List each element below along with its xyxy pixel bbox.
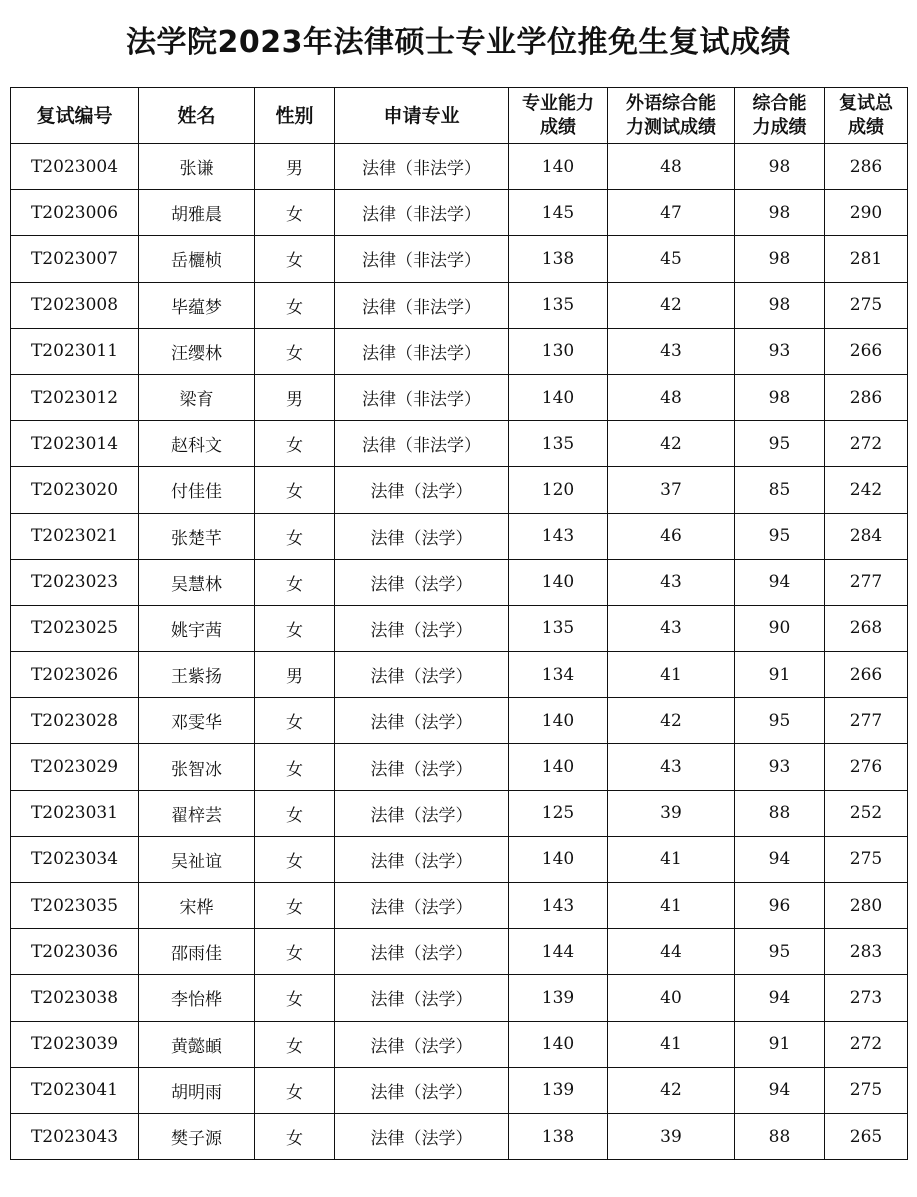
cell-id: T2023026 bbox=[11, 652, 139, 698]
header-line: 成绩 bbox=[848, 116, 884, 138]
cell-professional-score: 125 bbox=[509, 790, 608, 836]
cell-id: T2023014 bbox=[11, 421, 139, 467]
cell-gender: 女 bbox=[255, 698, 335, 744]
cell-id: T2023043 bbox=[11, 1113, 139, 1159]
table-row bbox=[11, 374, 908, 420]
cell-gender: 女 bbox=[255, 1067, 335, 1113]
table-row bbox=[11, 190, 908, 236]
cell-comprehensive-score: 85 bbox=[735, 467, 825, 513]
cell-foreign-language-score: 48 bbox=[608, 374, 735, 420]
cell-id: T2023004 bbox=[11, 144, 139, 190]
cell-id: T2023011 bbox=[11, 328, 139, 374]
cell-name: 赵科文 bbox=[139, 421, 255, 467]
cell-comprehensive-score: 91 bbox=[735, 1021, 825, 1067]
table-row bbox=[11, 883, 908, 929]
cell-name: 李怡桦 bbox=[139, 975, 255, 1021]
cell-foreign-language-score: 46 bbox=[608, 513, 735, 559]
cell-major: 法律（非法学） bbox=[335, 282, 509, 328]
cell-comprehensive-score: 98 bbox=[735, 144, 825, 190]
cell-comprehensive-score: 96 bbox=[735, 883, 825, 929]
cell-professional-score: 140 bbox=[509, 374, 608, 420]
cell-name: 王紫扬 bbox=[139, 652, 255, 698]
cell-major: 法律（法学） bbox=[335, 1067, 509, 1113]
cell-id: T2023020 bbox=[11, 467, 139, 513]
cell-name: 毕蕴梦 bbox=[139, 282, 255, 328]
cell-foreign-language-score: 43 bbox=[608, 328, 735, 374]
cell-gender: 女 bbox=[255, 836, 335, 882]
cell-id: T2023028 bbox=[11, 698, 139, 744]
cell-id: T2023034 bbox=[11, 836, 139, 882]
cell-major: 法律（法学） bbox=[335, 975, 509, 1021]
cell-professional-score: 130 bbox=[509, 328, 608, 374]
cell-gender: 女 bbox=[255, 1113, 335, 1159]
cell-professional-score: 120 bbox=[509, 467, 608, 513]
cell-professional-score: 144 bbox=[509, 929, 608, 975]
cell-total-score: 276 bbox=[825, 744, 908, 790]
cell-foreign-language-score: 42 bbox=[608, 698, 735, 744]
score-rows bbox=[11, 144, 908, 1160]
cell-total-score: 280 bbox=[825, 883, 908, 929]
cell-total-score: 252 bbox=[825, 790, 908, 836]
cell-foreign-language-score: 41 bbox=[608, 836, 735, 882]
cell-name: 张谦 bbox=[139, 144, 255, 190]
cell-professional-score: 139 bbox=[509, 1067, 608, 1113]
header-major: 申请专业 bbox=[335, 88, 509, 144]
cell-gender: 女 bbox=[255, 929, 335, 975]
cell-professional-score: 140 bbox=[509, 836, 608, 882]
cell-major: 法律（法学） bbox=[335, 929, 509, 975]
cell-comprehensive-score: 94 bbox=[735, 1067, 825, 1113]
table-row bbox=[11, 744, 908, 790]
table-row bbox=[11, 513, 908, 559]
cell-gender: 女 bbox=[255, 790, 335, 836]
cell-gender: 女 bbox=[255, 421, 335, 467]
cell-foreign-language-score: 37 bbox=[608, 467, 735, 513]
cell-gender: 女 bbox=[255, 559, 335, 605]
cell-id: T2023007 bbox=[11, 236, 139, 282]
cell-total-score: 266 bbox=[825, 652, 908, 698]
cell-name: 汪缨林 bbox=[139, 328, 255, 374]
cell-major: 法律（法学） bbox=[335, 1021, 509, 1067]
page-title: 法学院2023年法律硕士专业学位推免生复试成绩 bbox=[126, 25, 791, 60]
header-id: 复试编号 bbox=[11, 88, 139, 144]
header-gender: 性别 bbox=[255, 88, 335, 144]
header-name: 姓名 bbox=[139, 88, 255, 144]
cell-professional-score: 135 bbox=[509, 605, 608, 651]
cell-total-score: 272 bbox=[825, 1021, 908, 1067]
table-row bbox=[11, 605, 908, 651]
cell-major: 法律（法学） bbox=[335, 652, 509, 698]
cell-comprehensive-score: 88 bbox=[735, 790, 825, 836]
cell-name: 胡雅晨 bbox=[139, 190, 255, 236]
cell-gender: 女 bbox=[255, 744, 335, 790]
header-line: 力成绩 bbox=[752, 116, 807, 138]
header-line: 复试总 bbox=[839, 92, 893, 114]
cell-gender: 女 bbox=[255, 605, 335, 651]
table-row bbox=[11, 836, 908, 882]
cell-comprehensive-score: 90 bbox=[735, 605, 825, 651]
cell-major: 法律（非法学） bbox=[335, 421, 509, 467]
cell-id: T2023041 bbox=[11, 1067, 139, 1113]
cell-major: 法律（法学） bbox=[335, 698, 509, 744]
cell-major: 法律（法学） bbox=[335, 744, 509, 790]
cell-comprehensive-score: 98 bbox=[735, 282, 825, 328]
table-row bbox=[11, 1113, 908, 1159]
cell-professional-score: 143 bbox=[509, 883, 608, 929]
cell-gender: 女 bbox=[255, 883, 335, 929]
cell-name: 吴慧林 bbox=[139, 559, 255, 605]
cell-foreign-language-score: 41 bbox=[608, 652, 735, 698]
cell-professional-score: 140 bbox=[509, 744, 608, 790]
cell-foreign-language-score: 41 bbox=[608, 1021, 735, 1067]
header-comprehensive-score bbox=[735, 88, 825, 144]
cell-id: T2023039 bbox=[11, 1021, 139, 1067]
cell-total-score: 277 bbox=[825, 698, 908, 744]
header-total-score bbox=[825, 88, 908, 144]
cell-major: 法律（法学） bbox=[335, 605, 509, 651]
cell-gender: 女 bbox=[255, 282, 335, 328]
cell-total-score: 281 bbox=[825, 236, 908, 282]
cell-comprehensive-score: 94 bbox=[735, 836, 825, 882]
cell-id: T2023012 bbox=[11, 374, 139, 420]
header-professional-score bbox=[509, 88, 608, 144]
cell-major: 法律（非法学） bbox=[335, 190, 509, 236]
table-row bbox=[11, 652, 908, 698]
cell-foreign-language-score: 43 bbox=[608, 559, 735, 605]
cell-foreign-language-score: 45 bbox=[608, 236, 735, 282]
cell-total-score: 283 bbox=[825, 929, 908, 975]
header-row bbox=[11, 88, 908, 144]
cell-foreign-language-score: 43 bbox=[608, 605, 735, 651]
cell-id: T2023021 bbox=[11, 513, 139, 559]
cell-id: T2023035 bbox=[11, 883, 139, 929]
cell-total-score: 266 bbox=[825, 328, 908, 374]
cell-major: 法律（非法学） bbox=[335, 374, 509, 420]
table-row bbox=[11, 1067, 908, 1113]
table-row bbox=[11, 144, 908, 190]
cell-name: 黄懿頔 bbox=[139, 1021, 255, 1067]
cell-professional-score: 138 bbox=[509, 236, 608, 282]
cell-major: 法律（法学） bbox=[335, 836, 509, 882]
cell-professional-score: 145 bbox=[509, 190, 608, 236]
cell-id: T2023036 bbox=[11, 929, 139, 975]
cell-professional-score: 140 bbox=[509, 144, 608, 190]
cell-professional-score: 135 bbox=[509, 421, 608, 467]
cell-professional-score: 140 bbox=[509, 698, 608, 744]
cell-professional-score: 139 bbox=[509, 975, 608, 1021]
table-row bbox=[11, 698, 908, 744]
cell-name: 张智冰 bbox=[139, 744, 255, 790]
cell-professional-score: 143 bbox=[509, 513, 608, 559]
table-row bbox=[11, 282, 908, 328]
header-line: 成绩 bbox=[540, 116, 576, 138]
cell-major: 法律（非法学） bbox=[335, 328, 509, 374]
cell-foreign-language-score: 42 bbox=[608, 1067, 735, 1113]
cell-foreign-language-score: 42 bbox=[608, 421, 735, 467]
cell-foreign-language-score: 42 bbox=[608, 282, 735, 328]
cell-foreign-language-score: 43 bbox=[608, 744, 735, 790]
header-foreign-language-score bbox=[608, 88, 735, 144]
cell-gender: 女 bbox=[255, 513, 335, 559]
cell-total-score: 286 bbox=[825, 144, 908, 190]
table-row bbox=[11, 559, 908, 605]
cell-comprehensive-score: 94 bbox=[735, 975, 825, 1021]
cell-foreign-language-score: 40 bbox=[608, 975, 735, 1021]
cell-total-score: 284 bbox=[825, 513, 908, 559]
cell-comprehensive-score: 94 bbox=[735, 559, 825, 605]
cell-total-score: 273 bbox=[825, 975, 908, 1021]
table-row bbox=[11, 467, 908, 513]
cell-name: 姚宇茜 bbox=[139, 605, 255, 651]
cell-name: 樊子源 bbox=[139, 1113, 255, 1159]
cell-comprehensive-score: 98 bbox=[735, 236, 825, 282]
cell-professional-score: 140 bbox=[509, 559, 608, 605]
cell-id: T2023023 bbox=[11, 559, 139, 605]
cell-name: 胡明雨 bbox=[139, 1067, 255, 1113]
cell-professional-score: 135 bbox=[509, 282, 608, 328]
cell-major: 法律（法学） bbox=[335, 1113, 509, 1159]
cell-major: 法律（法学） bbox=[335, 513, 509, 559]
header-line: 专业能力 bbox=[522, 92, 594, 114]
cell-total-score: 275 bbox=[825, 1067, 908, 1113]
cell-foreign-language-score: 48 bbox=[608, 144, 735, 190]
cell-name: 梁育 bbox=[139, 374, 255, 420]
cell-total-score: 265 bbox=[825, 1113, 908, 1159]
cell-name: 张楚芊 bbox=[139, 513, 255, 559]
cell-foreign-language-score: 39 bbox=[608, 1113, 735, 1159]
cell-comprehensive-score: 91 bbox=[735, 652, 825, 698]
table-row bbox=[11, 421, 908, 467]
cell-total-score: 275 bbox=[825, 282, 908, 328]
cell-name: 邓雯华 bbox=[139, 698, 255, 744]
cell-gender: 男 bbox=[255, 652, 335, 698]
cell-foreign-language-score: 41 bbox=[608, 883, 735, 929]
cell-total-score: 268 bbox=[825, 605, 908, 651]
cell-professional-score: 134 bbox=[509, 652, 608, 698]
cell-name: 邵雨佳 bbox=[139, 929, 255, 975]
header-line: 力测试成绩 bbox=[626, 116, 716, 138]
cell-total-score: 286 bbox=[825, 374, 908, 420]
cell-comprehensive-score: 95 bbox=[735, 421, 825, 467]
cell-foreign-language-score: 47 bbox=[608, 190, 735, 236]
header-line: 综合能 bbox=[752, 92, 807, 114]
cell-name: 岳欐桢 bbox=[139, 236, 255, 282]
header-line: 外语综合能 bbox=[626, 92, 716, 114]
table-row bbox=[11, 328, 908, 374]
cell-comprehensive-score: 95 bbox=[735, 929, 825, 975]
cell-professional-score: 140 bbox=[509, 1021, 608, 1067]
cell-comprehensive-score: 95 bbox=[735, 698, 825, 744]
cell-major: 法律（法学） bbox=[335, 883, 509, 929]
table-row bbox=[11, 975, 908, 1021]
cell-gender: 男 bbox=[255, 374, 335, 420]
cell-id: T2023008 bbox=[11, 282, 139, 328]
cell-name: 翟梓芸 bbox=[139, 790, 255, 836]
cell-foreign-language-score: 44 bbox=[608, 929, 735, 975]
cell-total-score: 277 bbox=[825, 559, 908, 605]
cell-name: 吴祉谊 bbox=[139, 836, 255, 882]
cell-id: T2023031 bbox=[11, 790, 139, 836]
cell-total-score: 290 bbox=[825, 190, 908, 236]
cell-total-score: 242 bbox=[825, 467, 908, 513]
cell-comprehensive-score: 88 bbox=[735, 1113, 825, 1159]
table-row bbox=[11, 1021, 908, 1067]
cell-comprehensive-score: 93 bbox=[735, 744, 825, 790]
cell-gender: 女 bbox=[255, 236, 335, 282]
cell-major: 法律（法学） bbox=[335, 790, 509, 836]
cell-total-score: 275 bbox=[825, 836, 908, 882]
cell-gender: 女 bbox=[255, 467, 335, 513]
table-row bbox=[11, 929, 908, 975]
cell-major: 法律（非法学） bbox=[335, 236, 509, 282]
cell-comprehensive-score: 98 bbox=[735, 190, 825, 236]
cell-id: T2023025 bbox=[11, 605, 139, 651]
cell-name: 宋桦 bbox=[139, 883, 255, 929]
cell-comprehensive-score: 98 bbox=[735, 374, 825, 420]
cell-id: T2023038 bbox=[11, 975, 139, 1021]
cell-major: 法律（法学） bbox=[335, 559, 509, 605]
cell-comprehensive-score: 95 bbox=[735, 513, 825, 559]
cell-gender: 女 bbox=[255, 190, 335, 236]
cell-id: T2023029 bbox=[11, 744, 139, 790]
cell-id: T2023006 bbox=[11, 190, 139, 236]
cell-gender: 男 bbox=[255, 144, 335, 190]
cell-major: 法律（法学） bbox=[335, 467, 509, 513]
cell-name: 付佳佳 bbox=[139, 467, 255, 513]
cell-gender: 女 bbox=[255, 975, 335, 1021]
cell-gender: 女 bbox=[255, 1021, 335, 1067]
scores-table bbox=[10, 87, 908, 1160]
cell-foreign-language-score: 39 bbox=[608, 790, 735, 836]
cell-major: 法律（非法学） bbox=[335, 144, 509, 190]
cell-total-score: 272 bbox=[825, 421, 908, 467]
table-row bbox=[11, 790, 908, 836]
cell-gender: 女 bbox=[255, 328, 335, 374]
cell-professional-score: 138 bbox=[509, 1113, 608, 1159]
cell-comprehensive-score: 93 bbox=[735, 328, 825, 374]
table-row bbox=[11, 236, 908, 282]
